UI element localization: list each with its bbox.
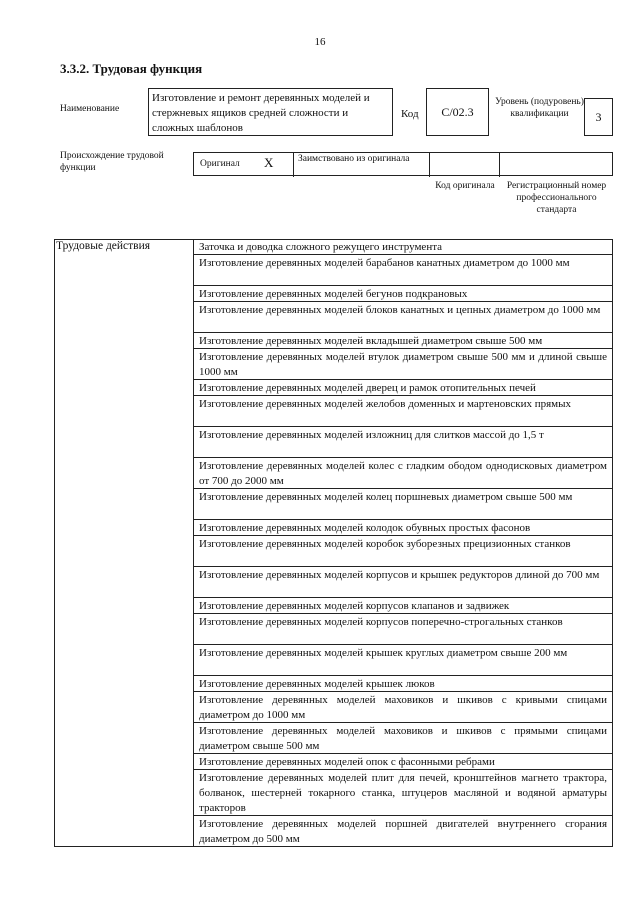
action-row: Изготовление деревянных моделей дверец и рамок отопительных печей bbox=[193, 380, 613, 396]
code-original-label: Код оригинала bbox=[435, 181, 495, 191]
level-label: Уровень (подуровень) квалификации bbox=[495, 97, 584, 119]
action-row: Изготовление деревянных моделей плит для печей, кронштейнов магнето трактора, болванок, шестерней токарного станка, штуцеров масляной и водяной арматуры тракторов bbox=[193, 770, 613, 816]
labor-actions-list bbox=[193, 239, 613, 847]
action-row: Изготовление деревянных моделей коробок зуборезных прецизионных станков bbox=[193, 536, 613, 567]
action-row: Изготовление деревянных моделей поршней двигателей внутреннего сгорания диаметром до 500 мм bbox=[199, 818, 607, 845]
origin-original-cell bbox=[194, 153, 294, 177]
action-row: Изготовление деревянных моделей барабанов канатных диаметром до 1000 мм bbox=[193, 255, 613, 286]
original-label: Оригинал bbox=[200, 159, 240, 169]
action-row: Изготовление деревянных моделей корпусов поперечно-строгальных станков bbox=[193, 614, 613, 645]
reg-number-label: Регистрационный номер профессионального стандарта bbox=[506, 181, 607, 215]
name-label: Наименование bbox=[60, 104, 120, 114]
labor-actions-header: Трудовые действия bbox=[56, 240, 151, 252]
action-row: Изготовление деревянных моделей корпусов клапанов и задвижек bbox=[193, 598, 613, 614]
action-row: Изготовление деревянных моделей корпусов и крышек редукторов длиной до 700 мм bbox=[193, 567, 613, 598]
level-box: 3 bbox=[584, 98, 613, 136]
action-row: Заточка и доводка сложного режущего инструмента bbox=[193, 239, 613, 255]
action-row: Изготовление деревянных моделей колодок обувных простых фасонов bbox=[193, 520, 613, 536]
origin-borrowed-cell bbox=[294, 153, 430, 177]
function-name-box: Изготовление и ремонт деревянных моделей и стержневых ящиков средней сложности и сложных шаблонов bbox=[148, 88, 393, 136]
origin-label: Происхождение трудовой функции bbox=[60, 151, 164, 173]
borrowed-label: Заимствовано из оригинала bbox=[298, 154, 410, 164]
original-mark: Х bbox=[264, 155, 274, 170]
action-row: Изготовление деревянных моделей крышек люков bbox=[193, 676, 613, 692]
origin-code-cell bbox=[430, 153, 500, 177]
action-row: Изготовление деревянных моделей изложниц для слитков массой до 1,5 т bbox=[193, 427, 613, 458]
action-row: Изготовление деревянных моделей крышек круглых диаметром свыше 200 мм bbox=[193, 645, 613, 676]
code-label: Код bbox=[401, 108, 419, 120]
action-row: Изготовление деревянных моделей маховиков и шкивов с прямыми спицами диаметром свыше 500 мм bbox=[193, 723, 613, 754]
section-title: 3.3.2. Трудовая функция bbox=[60, 61, 203, 76]
action-row: Изготовление деревянных моделей втулок диаметром свыше 500 мм и длиной свыше 1000 мм bbox=[193, 349, 613, 380]
action-row: Изготовление деревянных моделей колес с гладким ободом однодисковых диаметром от 700 до 2000 мм bbox=[193, 458, 613, 489]
origin-table bbox=[193, 152, 613, 176]
code-box: С/02.3 bbox=[426, 88, 489, 136]
action-row: Изготовление деревянных моделей колец поршневых диаметром свыше 500 мм bbox=[193, 489, 613, 520]
action-row: Изготовление деревянных моделей бегунов подкрановых bbox=[193, 286, 613, 302]
action-row: Изготовление деревянных моделей опок с фасонными ребрами bbox=[193, 754, 613, 770]
action-row: Изготовление деревянных моделей вкладышей диаметром свыше 500 мм bbox=[193, 333, 613, 349]
action-row: Изготовление деревянных моделей желобов доменных и мартеновских прямых bbox=[193, 396, 613, 427]
page-number: 16 bbox=[314, 36, 326, 48]
action-row: Изготовление деревянных моделей блоков канатных и цепных диаметром до 1000 мм bbox=[193, 302, 613, 333]
origin-reg-cell bbox=[500, 153, 614, 177]
action-row: Изготовление деревянных моделей маховиков и шкивов с кривыми спицами диаметром до 1000 мм bbox=[193, 692, 613, 723]
